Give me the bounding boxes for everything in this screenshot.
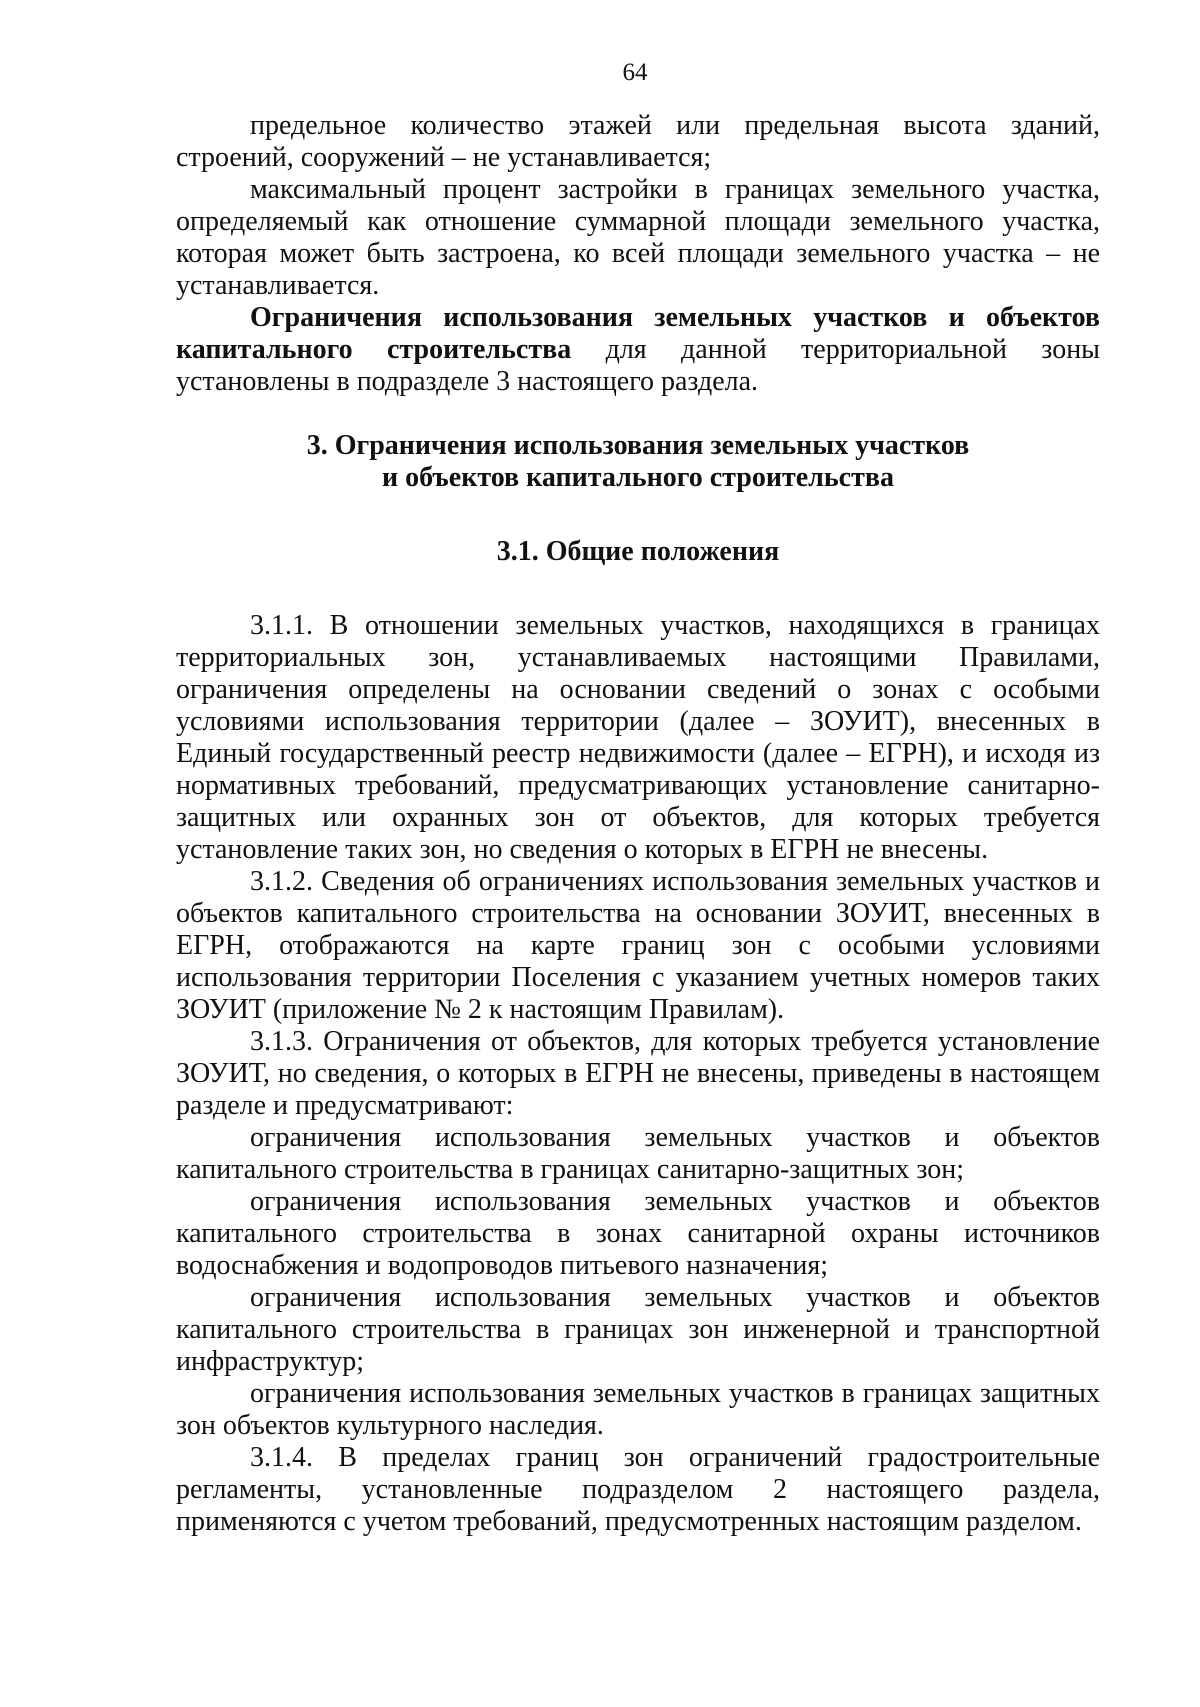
- list-item: ограничения использования земельных участков и объектов капитального строительства в границах санитарно-защитных зон;: [176, 1122, 1100, 1185]
- clause-3-1-2: 3.1.2. Сведения об ограничениях использования земельных участков и объектов капитального строительства на основании ЗОУИТ, внесенных в ЕГРН, отображаются на карте границ зон с особыми условиями использования территории Поселения с указанием учетных номеров таких ЗОУИТ (приложение № 2 к настоящим Правилам).: [176, 866, 1100, 1025]
- clause-3-1-3: 3.1.3. Ограничения от объектов, для которых требуется установление ЗОУИТ, но сведения, о которых в ЕГРН не внесены, приведены в настоящем разделе и предусматривают:: [176, 1026, 1100, 1121]
- section-heading: [176, 430, 1100, 494]
- section-heading-line1: 3. Ограничения использования земельных участков: [306, 430, 970, 461]
- paragraph-floors: предельное количество этажей или предельная высота зданий, строений, сооружений – не устанавливается;: [176, 110, 1100, 173]
- clause-3-1-4: 3.1.4. В пределах границ зон ограничений градостроительные регламенты, установленные подразделом 2 настоящего раздела, применяются с учетом требований, предусмотренных настоящим разделом.: [176, 1442, 1100, 1537]
- clause-3-1-1: 3.1.1. В отношении земельных участков, находящихся в границах территориальных зон, устанавливаемых настоящими Правилами, ограничения определены на основании сведений о зонах с особыми условиями использования территории (далее – ЗОУИТ), внесенных в Единый государственный реестр недвижимости (далее – ЕГРН), и исходя из нормативных требований, предусматривающих установление санитарно-защитных или охранных зон от объектов, для которых требуется установление таких зон, но сведения о которых в ЕГРН не внесены.: [176, 610, 1100, 865]
- paragraph-build-percent: максимальный процент застройки в границах земельного участка, определяемый как отношение суммарной площади земельного участка, которая может быть застроена, ко всей площади земельного участка – не устанавливается.: [176, 174, 1100, 301]
- restrictions-ref-bold: Ограничения использования земельных участков и объектов капитального строительства: [176, 302, 1100, 365]
- list-item: ограничения использования земельных участков и объектов капитального строительства в границах зон инженерной и транспортной инфраструктур;: [176, 1282, 1100, 1377]
- list-item: ограничения использования земельных участков в границах защитных зон объектов культурного наследия.: [176, 1378, 1100, 1441]
- section-heading-line2: и объектов капитального строительства: [382, 462, 894, 493]
- list-item: ограничения использования земельных участков и объектов капитального строительства в зонах санитарной охраны источников водоснабжения и водопроводов питьевого назначения;: [176, 1186, 1100, 1281]
- page-number: 64: [622, 59, 648, 86]
- paragraph-restrictions-ref: [176, 302, 1100, 398]
- restrictions-ref-text: для данной территориальной зоны установлены в подразделе 3 настоящего раздела.: [176, 334, 1100, 397]
- subsection-heading: 3.1. Общие положения: [496, 536, 780, 567]
- document-body: [176, 110, 1100, 1538]
